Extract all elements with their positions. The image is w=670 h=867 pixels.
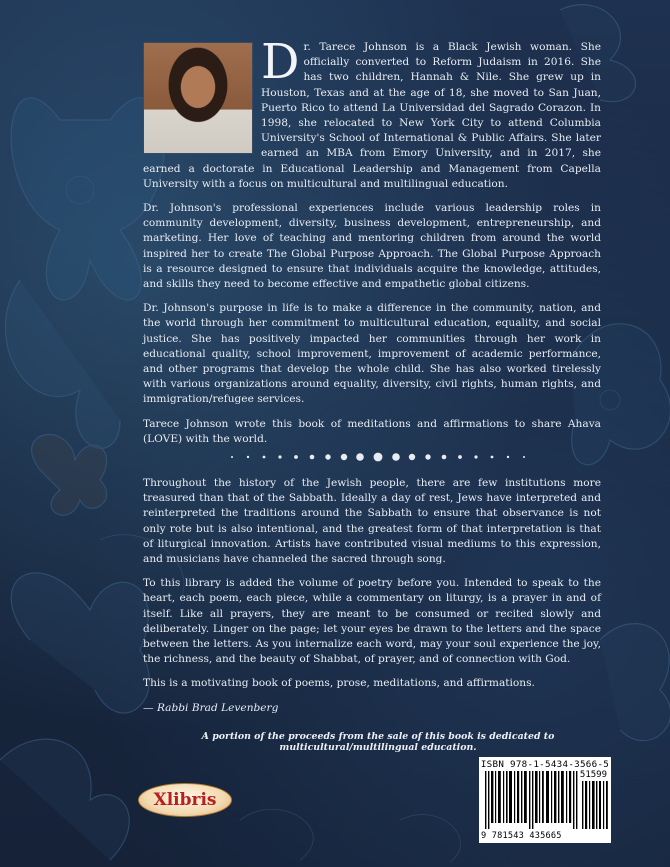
bio-paragraph-3: Dr. Johnson's purpose in life is to make a difference in the community, nation, and the world through her commitment to multicultural education, equality, and social justice. She has positively impacted her communities through her work in educational quality, school improvement, improvement of academic performance, and other programs that develop the whole child. She has also worked tirelessly with various organizations around equality, diversity, civil rights, human rights, and immigration/refugee services. xyxy=(143,302,601,406)
author-bio xyxy=(143,34,601,456)
bio-paragraph-4: Tarece Johnson wrote this book of meditations and affirmations to share Ahava (LOVE) with the world. xyxy=(143,417,601,445)
price-bars xyxy=(582,781,608,829)
section-divider xyxy=(228,451,528,463)
publisher-logo-text: Xlibris xyxy=(153,790,217,810)
foreword-paragraph-2: To this library is added the volume of poetry before you. Intended to speak to the heart, each poem, each piece, while a commentary on liturgy, is a prayer in and of itself. Like all prayers, they are meant to be consumed or recited slowly and deliberately. Linger on the page; let your eyes be drawn to the letters and the space between the letters. As you internalize each word, may your soul experience the joy, the richness, and the beauty of Shabbat, of prayer, and of connection with God. xyxy=(143,577,601,666)
ean-bars xyxy=(485,771,579,829)
drop-cap: D xyxy=(261,34,300,90)
bio-paragraph-1: r. Tarece Johnson is a Black Jewish woman. She officially converted to Reform Judaism in 2016. She has two children, Hannah & Nile. She grew up in Houston, Texas and at the age of 18, she moved to San Juan, Puerto Rico to attend La Universidad del Sagrado Corazon. In 1998, she relocated to New York City to attend Columbia University's School of International & Public Affairs. She later earned an MBA from Emory University, and in 2017, she earned a doctorate in Educational Leadership and Management from Capella University with a focus on multicultural and multilingual education. xyxy=(143,41,601,190)
foreword-signature: — Rabbi Brad Levenberg xyxy=(143,701,279,714)
proceeds-note: A portion of the proceeds from the sale of this book is dedicated to multicultural/multilingual education. xyxy=(201,731,555,753)
isbn-label: ISBN 978-1-5434-3566-5 xyxy=(480,759,610,770)
foreword-paragraph-1: Throughout the history of the Jewish people, there are few institutions more treasured than that of the Sabbath. Ideally a day of rest, Jews have interpreted and reinterpreted the traditions around the Sabbath to ensure that observance is not only rote but is also intentional, and the greatest form of that interpretation is that of liturgical innovation. Artists have contributed visual mediums to this expression, and musicians have channeled the sacred through song. xyxy=(143,477,601,566)
bio-paragraph-2: Dr. Johnson's professional experiences include various leadership roles in community development, diversity, business development, entrepreneurship, and marketing. Her love of teaching and mentoring children from around the world inspired her to create The Global Purpose Approach. The Global Purpose Approach is a resource designed to ensure that individuals acquire the knowledge, attitudes, and skills they need to become effective and empathetic global citizens. xyxy=(143,202,601,291)
foreword xyxy=(143,476,601,725)
author-photo xyxy=(143,42,253,154)
price-code: 51599 xyxy=(579,770,607,780)
foreword-paragraph-3: This is a motivating book of poems, prose, meditations, and affirmations. xyxy=(143,677,535,690)
publisher-logo xyxy=(138,783,232,817)
isbn-barcode xyxy=(479,757,611,843)
ean-number: 9 781543 435665 xyxy=(481,831,562,841)
